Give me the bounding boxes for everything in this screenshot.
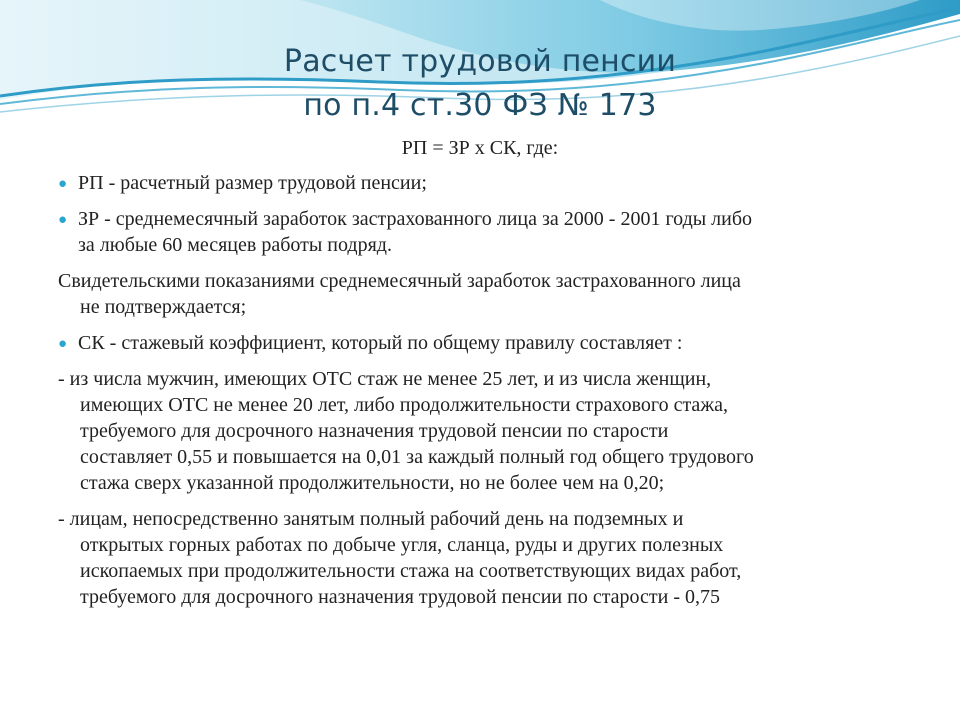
text-line: РП - расчетный размер трудовой пенсии; — [78, 172, 427, 194]
text-line: требуемого для досрочного назначения трудовой пенсии по старости - 0,75 — [80, 586, 721, 608]
text-line: не подтверждается; — [80, 296, 247, 318]
slide-title — [0, 40, 960, 128]
bullet-icon: ● — [58, 176, 68, 192]
text-line: открытых горных работах по добыче угля, сланца, руды и других полезных — [80, 534, 724, 556]
paragraph-miners — [58, 506, 908, 610]
text-line: составляет 0,55 и повышается на 0,01 за каждый полный год общего трудового — [80, 446, 754, 468]
title-line-1: Расчет трудовой пенсии — [283, 44, 677, 79]
paragraph-men-women — [58, 366, 908, 496]
text-line: Свидетельскими показаниями среднемесячный заработок застрахованного лица — [58, 270, 741, 292]
body-text — [58, 170, 908, 620]
title-line-2: по п.4 ст.30 ФЗ № 173 — [303, 88, 657, 123]
text-line: требуемого для досрочного назначения трудовой пенсии по старости — [80, 420, 669, 442]
text-line: СК - стажевый коэффициент, который по общему правилу составляет : — [78, 332, 683, 354]
text-line: имеющих ОТС не менее 20 лет, либо продолжительности страхового стажа, — [80, 394, 729, 416]
paragraph-zr — [58, 206, 908, 258]
text-line: стажа сверх указанной продолжительности, но не более чем на 0,20; — [80, 472, 665, 494]
formula: РП = ЗР х СК, где: — [401, 137, 559, 159]
bullet-icon: ● — [58, 336, 68, 352]
text-line: за любые 60 месяцев работы подряд. — [78, 234, 392, 256]
bullet-icon: ● — [58, 212, 68, 228]
paragraph-witness — [58, 268, 908, 320]
text-line: ископаемых при продолжительности стажа на соответствующих видах работ, — [80, 560, 742, 582]
text-line: ЗР - среднемесячный заработок застрахованного лица за 2000 - 2001 годы либо — [78, 208, 753, 230]
text-line: - из числа мужчин, имеющих ОТС стаж не менее 25 лет, и из числа женщин, — [58, 368, 712, 390]
paragraph-rp — [58, 170, 908, 196]
text-line: - лицам, непосредственно занятым полный рабочий день на подземных и — [58, 508, 684, 530]
paragraph-sk — [58, 330, 908, 356]
